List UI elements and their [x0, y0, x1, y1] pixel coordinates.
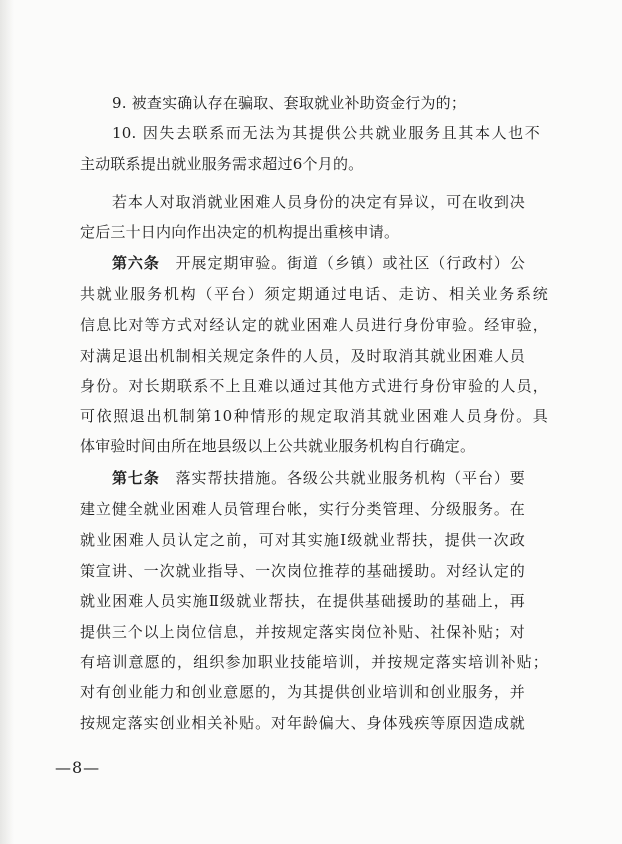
article-six-first-line — [112, 253, 525, 273]
text-line: 建立健全就业困难人员管理台帐，实行分类管理、分级服务。在 — [80, 500, 525, 518]
text-line: 10. 因失去联系而无法为其提供公共就业服务且其本人也不 — [112, 124, 540, 142]
text-line: 对有创业能力和创业意愿的，为其提供创业培训和创业服务，并 — [80, 683, 525, 701]
text-line: 落实帮扶措施。各级公共就业服务机构（平台）要 — [159, 469, 525, 487]
page-number: —8— — [55, 758, 101, 777]
article-seven-first-line — [112, 468, 525, 488]
text-line: 有培训意愿的，组织参加职业技能培训，并按规定落实培训补贴； — [80, 653, 548, 671]
text-line: 开展定期审验。街道（乡镇）或社区（行政村）公 — [159, 254, 525, 272]
text-line: 信息比对等方式对经认定的就业困难人员进行身份审验。经审验， — [80, 316, 548, 334]
article-heading: 第七条 — [112, 469, 160, 487]
text-line: 定后三十日内向作出决定的机构提出重核申请。 — [80, 223, 400, 241]
text-line: 可依照退出机制第10种情形的规定取消其就业困难人员身份。具 — [80, 407, 548, 425]
text-line: 若本人对取消就业困难人员身份的决定有异议，可在收到决 — [112, 193, 525, 211]
text-line: 策宣讲、一次就业指导、一次岗位推荐的基础援助。对经认定的 — [80, 562, 525, 580]
text-line: 就业困难人员实施Ⅱ级就业帮扶，在提供基础援助的基础上，再 — [80, 592, 525, 610]
text-line: 对满足退出机制相关规定条件的人员，及时取消其就业困难人员 — [80, 347, 525, 365]
text-line: 主动联系提出就业服务需求超过6个月的。 — [80, 155, 364, 173]
text-line: 9. 被查实确认存在骗取、套取就业补助资金行为的； — [112, 94, 467, 112]
text-line: 就业困难人员认定之前，可对其实施Ⅰ级就业帮扶，提供一次政 — [80, 531, 525, 549]
text-line: 提供三个以上岗位信息，并按规定落实岗位补贴、社保补贴；对 — [80, 623, 525, 641]
text-line: 身份。对长期联系不上且难以通过其他方式进行身份审验的人员， — [80, 377, 548, 395]
text-line: 共就业服务机构（平台）须定期通过电话、走访、相关业务系统 — [80, 285, 548, 303]
text-line: 按规定落实创业相关补贴。对年龄偏大、身体残疾等原因造成就 — [80, 714, 525, 732]
text-line: 体审验时间由所在地县级以上公共就业服务机构自行确定。 — [80, 437, 476, 455]
article-heading: 第六条 — [112, 254, 160, 272]
scan-shadow — [0, 0, 14, 844]
